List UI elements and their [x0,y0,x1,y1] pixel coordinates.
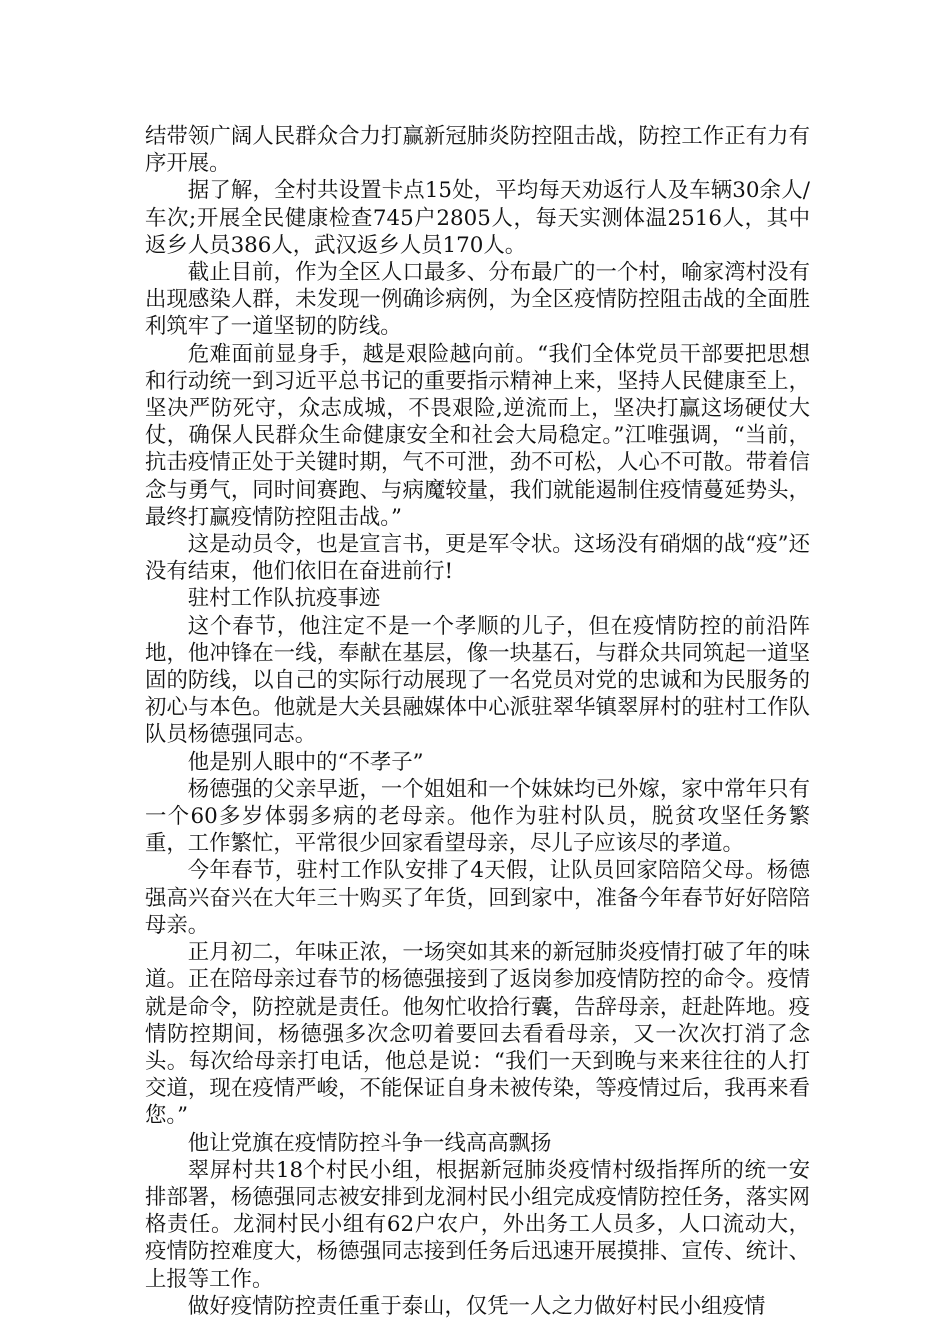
paragraph: 今年春节，驻村工作队安排了4天假，让队员回家陪陪父母。杨德强高兴奋兴在大年三十购买了年货，回到家中，准备今年春节好好陪陪母亲。 [145,858,810,938]
paragraph: 危难面前显身手，越是艰险越向前。“我们全体党员干部要把思想和行动统一到习近平总书记的重要指示精神上来，坚持人民健康至上，坚决严防死守，众志成城，不畏艰险,逆流而上，坚决打赢这场硬仗大仗，确保人民群众生命健康安全和社会大局稳定。”江唯强调，“当前，抗击疫情正处于关键时期，气不可泄，劲不可松，人心不可散。带着信念与勇气，同时间赛跑、与病魔较量，我们就能遏制住疫情蔓延势头，最终打赢疫情防控阻击战。” [145,341,810,530]
paragraph: 这是动员令，也是宣言书，更是军令状。这场没有硝烟的战“疫”还没有结束，他们依旧在奋进前行! [145,532,810,585]
paragraph: 截止目前，作为全区人口最多、分布最广的一个村，喻家湾村没有出现感染人群，未发现一例确诊病例，为全区疫情防控阻击战的全面胜利筑牢了一道坚韧的防线。 [145,260,810,340]
paragraph: 据了解，全村共设置卡点15处，平均每天劝返行人及车辆30余人/车次;开展全民健康检查745户2805人，每天实测体温2516人，其中返乡人员386人，武汉返乡人员170人。 [145,178,810,258]
paragraph: 做好疫情防控责任重于泰山，仅凭一人之力做好村民小组疫情 [187,1293,766,1319]
section-heading: 他是别人眼中的“不孝子” [187,749,424,775]
section-heading: 他让党旗在疫情防控斗争一线高高飘扬 [187,1130,552,1156]
section-heading: 驻村工作队抗疫事迹 [187,586,381,612]
paragraph: 翠屏村共18个村民小组，根据新冠肺炎疫情村级指挥所的统一安排部署，杨德强同志被安排到龙洞村民小组完成疫情防控任务，落实网格责任。龙洞村民小组有62户农户，外出务工人员多，人口流动大，疫情防控难度大，杨德强同志接到任务后迅速开展摸排、宣传、统计、上报等工作。 [145,1157,810,1292]
paragraph: 结带领广阔人民群众合力打赢新冠肺炎防控阻击战，防控工作正有力有序开展。 [145,124,810,177]
paragraph: 这个春节，他注定不是一个孝顺的儿子，但在疫情防控的前沿阵地，他冲锋在一线，奉献在基层，像一块基石，与群众共同筑起一道坚固的防线，以自己的实际行动展现了一名党员对党的忠诚和为民服务的初心与本色。他就是大关县融媒体中心派驻翠华镇翠屏村的驻村工作队队员杨德强同志。 [145,613,810,748]
document-body [145,123,810,1320]
paragraph: 杨德强的父亲早逝，一个姐姐和一个妹妹均已外嫁，家中常年只有一个60多岁体弱多病的老母亲。他作为驻村队员，脱贫攻坚任务繁重，工作繁忙，平常很少回家看望母亲，尽儿子应该尽的孝道。 [145,776,810,857]
paragraph: 正月初二，年味正浓，一场突如其来的新冠肺炎疫情打破了年的味道。正在陪母亲过春节的杨德强接到了返岗参加疫情防控的命令。疫情就是命令，防控就是责任。他匆忙收拾行囊，告辞母亲，赶赴阵地。疫情防控期间，杨德强多次念叨着要回去看看母亲，又一次次打消了念头。每次给母亲打电话，他总是说：“我们一天到晚与来来往往的人打交道，现在疫情严峻，不能保证自身未被传染，等疫情过后，我再来看您。” [145,940,810,1129]
